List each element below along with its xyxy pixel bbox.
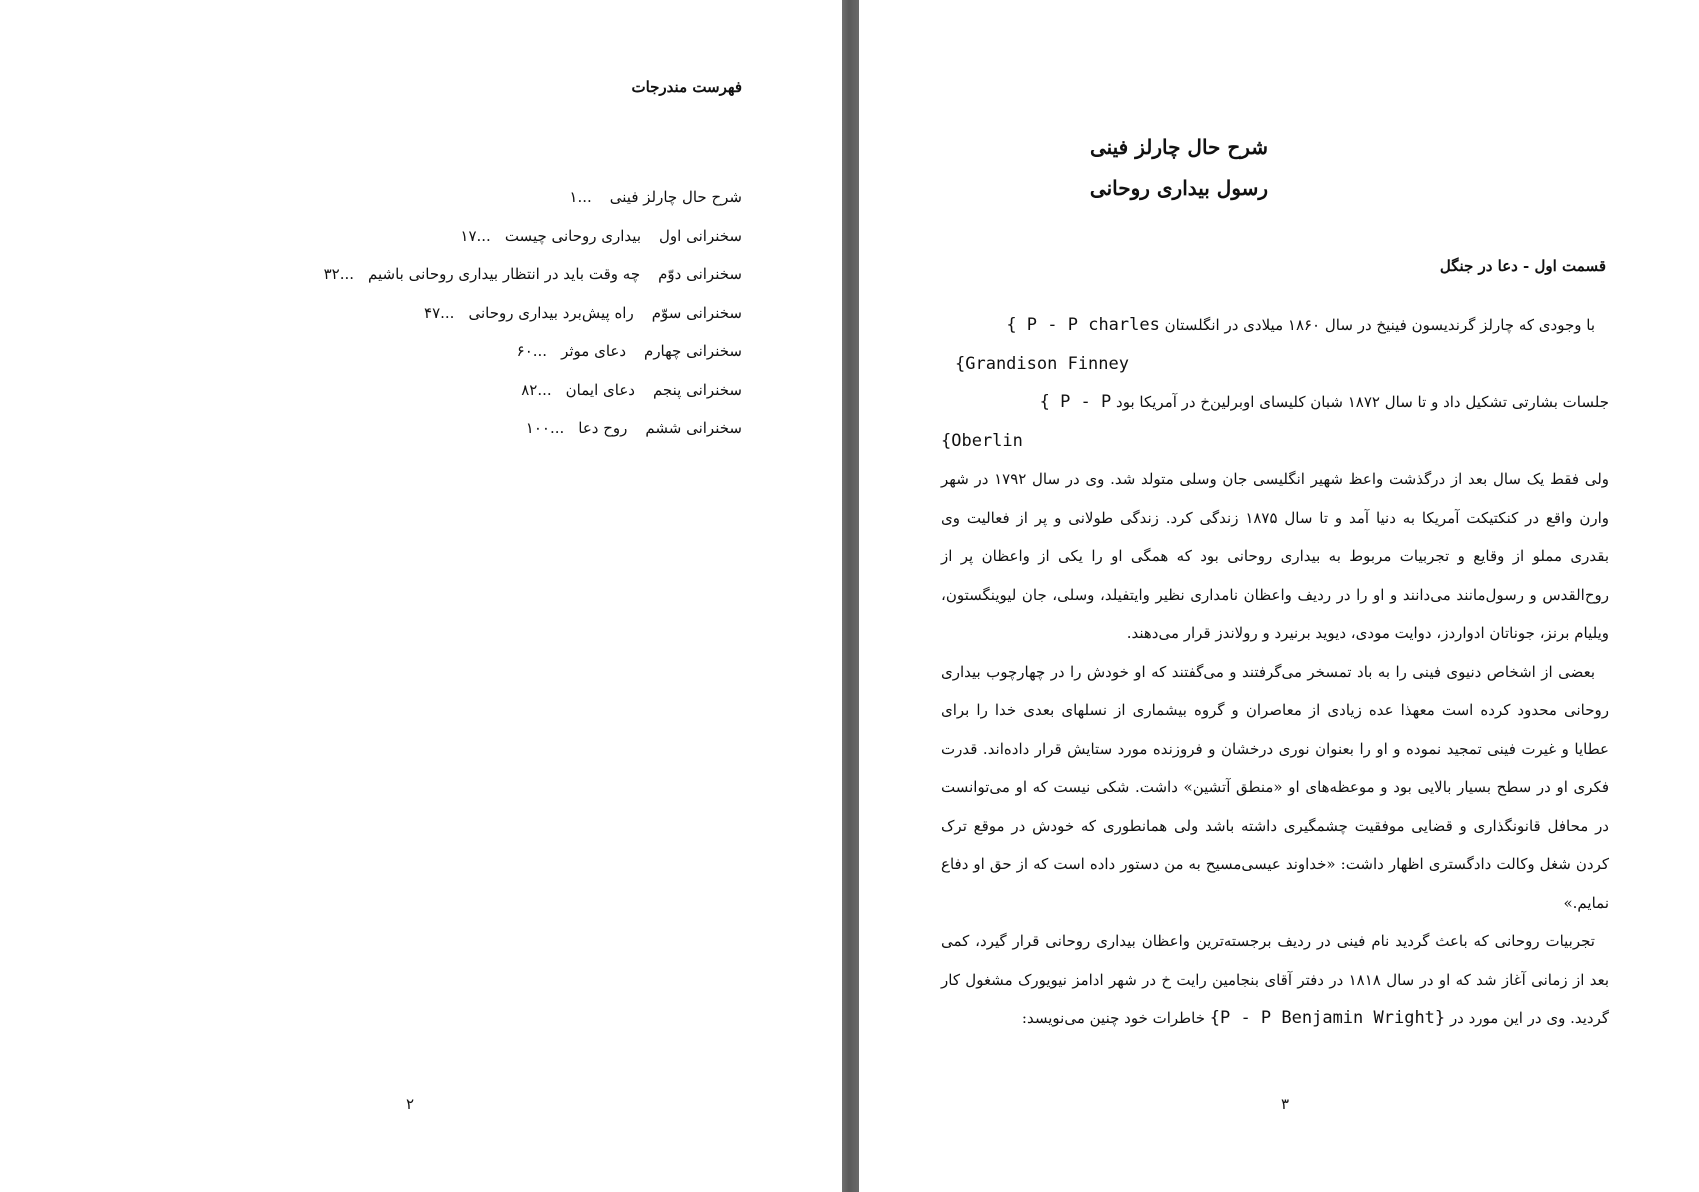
paragraph bbox=[941, 653, 1609, 923]
toc-entry[interactable] bbox=[280, 187, 742, 226]
toc-entry[interactable] bbox=[280, 341, 742, 380]
body-text bbox=[941, 306, 1609, 1038]
page-number: ۳ bbox=[1280, 1095, 1290, 1113]
chapter-title: شرح حال چارلز فینی bbox=[1089, 135, 1269, 159]
toc-title: فهرست مندرجات bbox=[631, 78, 742, 96]
toc-entry-topic: دعای ایمان bbox=[565, 380, 635, 399]
toc-entry-label: سخنرانی اول bbox=[659, 226, 742, 245]
footnote-reference: {Grandison Finney bbox=[955, 353, 1129, 374]
toc-entry-label: شرح حال چارلز فینی bbox=[609, 188, 742, 206]
toc-entry-label: سخنرانی چهارم bbox=[644, 342, 742, 360]
footnote-reference: { P - P charles bbox=[1006, 315, 1160, 335]
toc-entry-topic: دعای موثر bbox=[561, 342, 627, 360]
chapter-subtitle: رسول بیداری روحانی bbox=[1089, 176, 1269, 200]
toc-entry-page: ...۴۷ bbox=[424, 303, 455, 322]
toc-entry-label: سخنرانی ششم bbox=[645, 419, 742, 437]
paragraph-text: خاطرات خود چنین می‌نویسد: bbox=[1021, 1009, 1205, 1027]
toc-entry[interactable] bbox=[280, 303, 742, 342]
footnote-reference: {P - P Benjamin Wright} bbox=[1209, 1008, 1446, 1028]
table-of-contents bbox=[280, 187, 742, 457]
paragraph-text: جلسات بشارتی تشکیل داد و تا سال ۱۸۷۲ شبان کلیسای اوبرلین‌خ در آمریکا بود bbox=[1116, 393, 1609, 411]
toc-entry[interactable] bbox=[280, 418, 742, 457]
toc-entry[interactable] bbox=[280, 380, 742, 419]
book-gutter bbox=[842, 0, 859, 1192]
paragraph bbox=[941, 460, 1609, 653]
toc-entry-page: ...۱۷ bbox=[460, 226, 491, 245]
toc-entry-label: سخنرانی پنجم bbox=[652, 380, 742, 399]
toc-entry-topic: راه پیش‌برد بیداری روحانی bbox=[468, 303, 634, 322]
toc-entry-topic: روح دعا bbox=[578, 419, 628, 437]
toc-entry-page: ...۱ bbox=[569, 188, 592, 206]
paragraph bbox=[941, 383, 1609, 460]
paragraph-text: با وجودی که چارلز گرندیسون فینیخ در سال ۱۸۶۰ میلادی در انگلستان bbox=[1164, 316, 1595, 334]
footnote-reference: {Oberlin bbox=[941, 430, 1023, 451]
paragraph-text: بعضی از اشخاص دنیوی فینی را به باد تمسخر می‌گرفتند و می‌گفتند که او خودش را در چهارچوب بیداری روحانی محدود کرده است معهذا عده زیادی از معاصران و گروه بیشماری از نسلهای بعدی خدا را برای عطایا و غیرت فینی تمجید نموده و او را بعنوان نوری درخشان و فروزنده مورد ستایش قرار داده‌اند. قدرت فکری او در سطح بسیار بالایی بود و موعظه‌های او «منطق آتشین» داشت. شکی نیست که او می‌توانست در محافل قانونگذاری و قضایی موفقیت چشمگیری داشته باشد ولی همانطوری که خودش در موقع ترک کردن شغل وکالت دادگستری اظهار داشت: «خداوند عیسی‌مسیح به من دستور داده است که از حق او دفاع نمایم.» bbox=[941, 662, 1609, 912]
toc-entry-page: ...۶۰ bbox=[516, 342, 548, 360]
toc-entry-label: سخنرانی دوّم bbox=[658, 265, 742, 283]
paragraph-text: ولی فقط یک سال بعد از درگذشت واعظ شهیر انگلیسی جان وسلی متولد شد. وی در سال ۱۷۹۲ در شهر وارن واقع در کنکتیکت آمریکا به دنیا آمد و تا سال ۱۸۷۵ زندگی کرد. زندگی طولانی و پر از فعالیت وی بقدری مملو از وقایع و تجربیات مربوط به بیداری روحانی بود که همگی او را یکی از واعظان پر از روح‌القدس و رسول‌مانند می‌دانند و او را در ردیف واعظان نامداری نظیر وایتفیلد، وسلی، جان لیوینگستون، ویلیام برنز، جوناتان ادواردز، دوایت مودی، دیوید برنیرد و رولاندز قرار می‌دهند. bbox=[941, 470, 1610, 642]
paragraph bbox=[941, 922, 1609, 1038]
toc-entry[interactable] bbox=[280, 264, 742, 303]
paragraph-text: تجربیات روحانی که باعث گردید نام فینی در ردیف برجسته‌ترین واعظان بیداری روحانی قرار گیرد، کمی بعد از زمانی آغاز شد که او در سال ۱۸۱۸ در دفتر آقای بنجامین رایت خ در شهر ادامز نیویورک مشغول کار گردید. وی در این مورد در bbox=[941, 932, 1609, 1027]
page-number: ۲ bbox=[405, 1095, 415, 1113]
toc-entry-page: ...۸۲ bbox=[521, 380, 552, 399]
toc-entry-page: ...۳۲ bbox=[323, 265, 354, 283]
section-title: قسمت اول - دعا در جنگل bbox=[1439, 257, 1606, 275]
paragraph bbox=[941, 306, 1609, 383]
toc-entry-page: ...۱۰۰ bbox=[525, 419, 565, 437]
right-page bbox=[859, 0, 1699, 1192]
toc-entry-topic: بیداری روحانی چیست bbox=[504, 226, 642, 245]
toc-entry[interactable] bbox=[280, 226, 742, 265]
toc-entry-topic: چه وقت باید در انتظار بیداری روحانی باشیم bbox=[368, 265, 641, 283]
left-page bbox=[0, 0, 842, 1192]
footnote-reference: { P - P bbox=[1039, 392, 1112, 412]
toc-entry-label: سخنرانی سوّم bbox=[651, 303, 742, 322]
